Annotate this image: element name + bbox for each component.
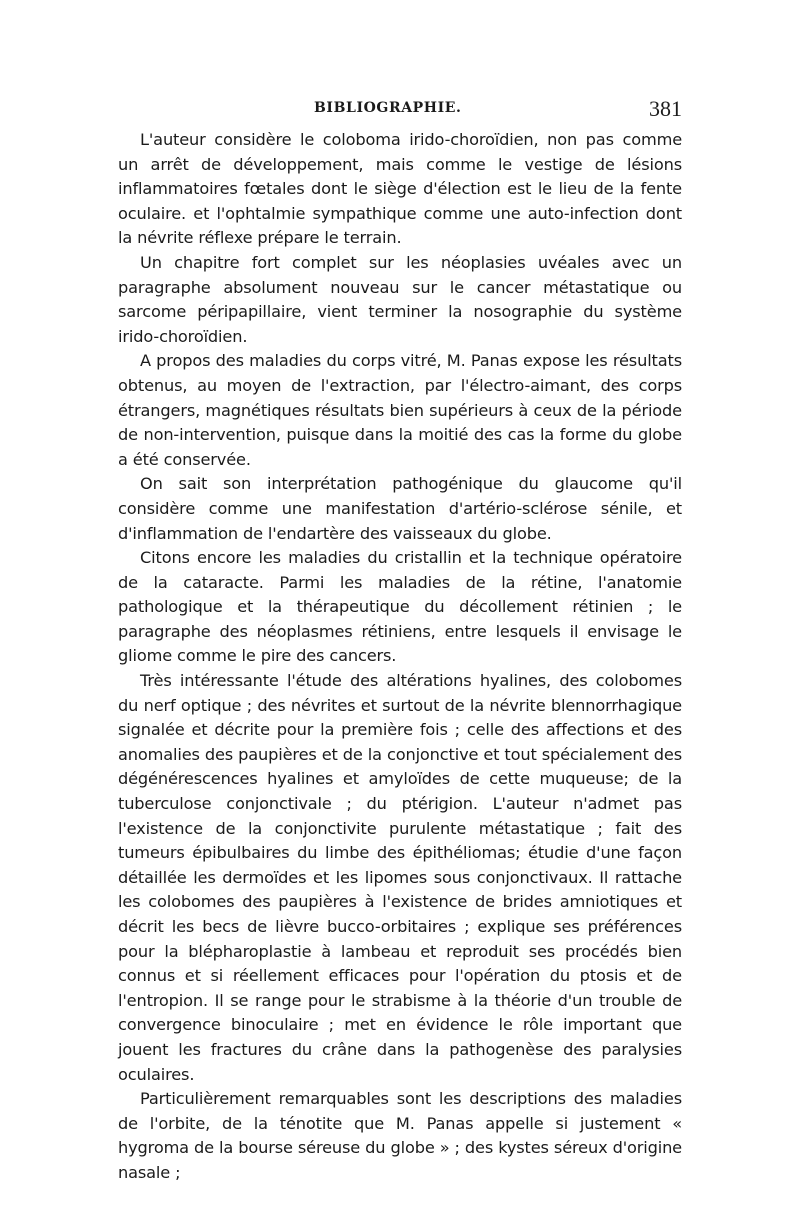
page-number: 381 [649,96,682,121]
paragraph: L'auteur considère le coloboma irido-choroïdien, non pas comme un arrêt de développement, mais comme le vestige de lésions inflammatoires fœtales dont le siège d'élection est le lieu de la fente oculaire. et l'ophtalmie sympathique comme une auto-infection dont la névrite réflexe prépare le terrain. [118,130,682,248]
running-title: BIBLIOGRAPHIE. [314,100,462,116]
paragraph: Particulièrement remarquables sont les descriptions des maladies de l'orbite, de la ténotite que M. Panas appelle si justement « hygroma de la bourse séreuse du globe » ; des kystes séreux d'origine nasale ; [118,1089,682,1182]
paragraph: Un chapitre fort complet sur les néoplasies uvéales avec un paragraphe absolument nouveau sur le cancer métastatique ou sarcome péripapillaire, vient terminer la nosographie du système irido-choroïdien. [118,252,682,346]
paragraph: A propos des maladies du corps vitré, M. Panas expose les résultats obtenus, au moyen de l'extraction, par l'électro-aimant, des corps étrangers, magnétiques résultats bien supérieurs à ceux de la période de non-intervention, puisque dans la moitié des cas la forme du globe a été conservée. [118,351,682,469]
page-header [120,96,682,126]
body-text [118,128,682,1186]
paragraph: On sait son interprétation pathogénique du glaucome qu'il considère comme une manifestation d'artério-sclérose sénile, et d'inflammation de l'endartère des vaisseaux du globe. [118,474,682,543]
paragraph: Très intéressante l'étude des altérations hyalines, des colobomes du nerf optique ; des névrites et surtout de la névrite blennorrhagique signalée et décrite pour la première fois ; celle des affections et des anomalies des paupières et de la conjonctive et tout spécialement des dégénérescences hyalines et amyloïdes de cette muqueuse; de la tuberculose conjonctivale ; du ptérigion. L'auteur n'admet pas l'existence de la conjonctivite purulente métastatique ; fait des tumeurs épibulbaires du limbe des épithéliomas; étudie d'une façon détaillée les dermoïdes et les lipomes sous conjonctivaux. Il rattache les colobomes des paupières à l'existence de brides amniotiques et décrit les becs de lièvre bucco-orbitaires ; explique ses préférences pour la blépharoplastie à lambeau et reproduit ses procédés bien connus et si réellement efficaces pour l'opération du ptosis et de l'entropion. Il se range pour le strabisme à la théorie d'un trouble de convergence binoculaire ; met en évidence le rôle important que jouent les fractures du crâne dans la pathogenèse des paralysies oculaires. [118,671,682,1084]
paragraph: Citons encore les maladies du cristallin et la technique opératoire de la cataracte. Parmi les maladies de la rétine, l'anatomie pathologique et la thérapeutique du décollement rétinien ; le paragraphe des néoplasmes rétiniens, entre lesquels il envisage le gliome comme le pire des cancers. [118,548,682,666]
